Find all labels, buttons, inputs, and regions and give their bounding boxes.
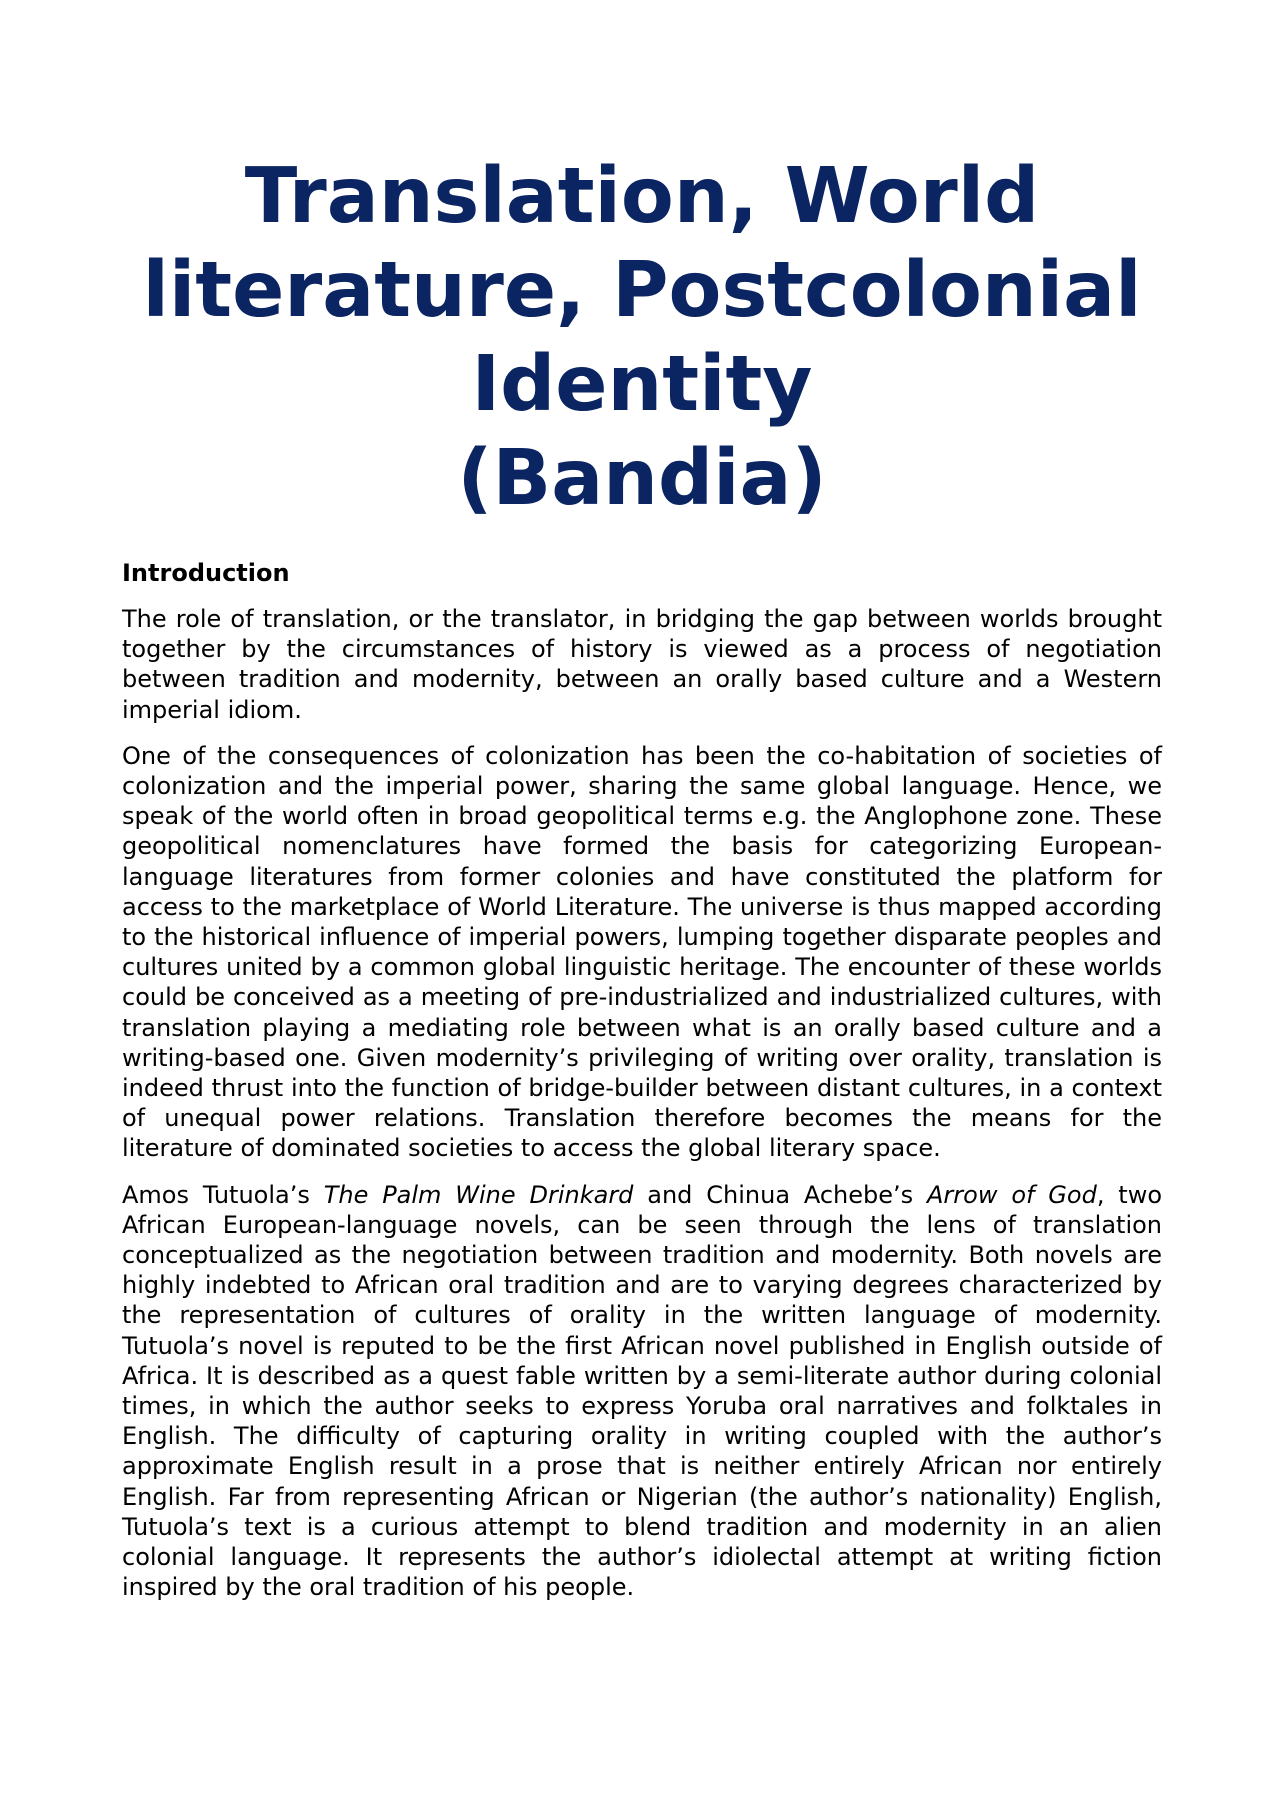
paragraph-1: The role of translation, or the translator, in bridging the gap between worlds brought together by the circumstances of history is viewed as a process of negotiation between tradition and modernity, between an orally based culture and a Western imperial idiom.	[122, 605, 1162, 724]
title-line-1: Translation, World	[244, 152, 1040, 241]
title-line-2: literature, Postcolonial	[142, 246, 1142, 335]
document-page	[122, 150, 1162, 1603]
book-title-arrow-of-god: Arrow of God	[927, 1180, 1097, 1209]
paragraph-3-text-2: and Chinua Achebe’s	[633, 1180, 928, 1209]
paragraph-3-text-3: , two African European-language novels, can be seen through the lens of translation conceptualized as the negotiation between tradition and modernity. Both novels are highly indebted to African oral tradition and are to varying degrees characterized by the representation of cultures of orality in the written language of modernity. Tutuola’s novel is reputed to be the first African novel published in English outside of Africa. It is described as a quest fable written by a semi-literate author during colonial times, in which the author seeks to express Yoruba oral narratives and folktales in English. The difficulty of capturing orality in writing coupled with the author’s approximate English result in a prose that is neither entirely African nor entirely English. Far from representing African or Nigerian (the author’s nationality) English, Tutuola’s text is a curious attempt to blend tradition and modernity in an alien colonial language. It represents the author’s idiolectal attempt at writing fiction inspired by the oral tradition of his people.	[122, 1180, 1163, 1602]
title-line-3: Identity	[471, 340, 813, 429]
section-heading-introduction: Introduction	[122, 559, 290, 587]
paragraph-3-text-1: Amos Tutuola’s	[122, 1180, 324, 1209]
paragraph-2: One of the consequences of colonization has been the co-habitation of societies of colonization and the imperial power, sharing the same global language. Hence, we speak of the world often in broad geopolitical terms e.g. the Anglophone zone. These geopolitical nomenclatures have formed the basis for categorizing European-language literatures from former colonies and have constituted the platform for access to the marketplace of World Literature. The universe is thus mapped according to the historical influence of imperial powers, lumping together disparate peoples and cultures united by a common global linguistic heritage. The encounter of these worlds could be conceived as a meeting of pre-industrialized and industrialized cultures, with translation playing a mediating role between what is an orally based culture and a writing-based one. Given modernity’s privileging of writing over orality, translation is indeed thrust into the function of bridge-builder between distant cultures, in a context of unequal power relations. Translation therefore becomes the means for the literature of dominated societies to access the global literary space.	[122, 741, 1162, 1163]
document-title	[122, 150, 1162, 526]
book-title-palm-wine-drinkard: The Palm Wine Drinkard	[323, 1180, 634, 1209]
title-line-4: (Bandia)	[457, 434, 827, 523]
paragraph-3	[122, 1180, 1162, 1603]
